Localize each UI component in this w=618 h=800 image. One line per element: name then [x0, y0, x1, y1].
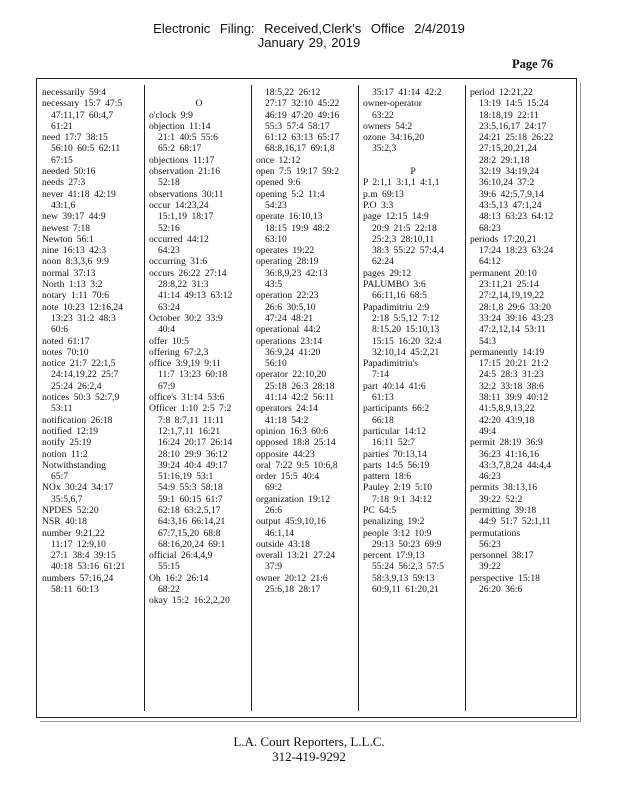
index-entry: 62:18 63:2,5,17 [158, 504, 221, 516]
index-entry: owner 20:12 21:6 [256, 572, 328, 584]
index-entry: 25:6,18 28:17 [265, 584, 321, 596]
column-divider [465, 85, 466, 711]
index-entry: objections 11:17 [149, 154, 215, 166]
index-entry: occurred 44:12 [149, 233, 209, 245]
index-entry: 28:10 29:9 36:12 [158, 448, 228, 460]
index-entry: 25:18 26:3 28:18 [265, 380, 335, 392]
index-entry: 55:3 57:4 58:17 [265, 120, 330, 132]
index-entry: 40:4 [158, 324, 176, 336]
index-entry: 33:24 39:16 43:23 [479, 312, 554, 324]
index-entry: 60:9,11 61:20,21 [372, 584, 439, 596]
index-entry: never 41:18 42:19 [42, 188, 116, 200]
index-entry: Pauley 2:19 5:10 [363, 482, 433, 494]
index-entry: 35:5,6,7 [51, 493, 83, 505]
index-entry: 21:1 40:5 55:6 [158, 132, 218, 144]
index-entry: permutations [470, 527, 521, 539]
index-entry: observations 30:11 [149, 188, 224, 200]
index-entry: 61:12 63:13 65:17 [265, 132, 340, 144]
index-entry: participants 66:2 [363, 403, 430, 415]
index-entry: permit 28:19 36:9 [470, 437, 543, 449]
index-entry: 2:18 5:5,12 7:12 [372, 312, 440, 324]
index-entry: numbers 57:16,24 [42, 572, 114, 584]
index-entry: 13:23 31:2 48:3 [51, 312, 116, 324]
index-entry: 53:11 [51, 403, 73, 415]
index-entry: occurs 26:22 27:14 [149, 267, 227, 279]
index-entry: part 40:14 41:6 [363, 380, 426, 392]
index-entry: 68:23 [479, 222, 501, 234]
index-entry [149, 87, 249, 98]
index-entry: once 12:12 [256, 154, 301, 166]
index-entry: opened 9:6 [256, 177, 301, 189]
page-number: Page 76 [512, 57, 554, 71]
index-entry: 43:5 [265, 279, 283, 291]
index-column-4 [363, 87, 463, 711]
index-entry: P.O 3:3 [363, 199, 394, 211]
index-entry: 27:15,20,21,24 [479, 143, 537, 155]
index-entry: output 45:9,10,16 [256, 516, 326, 528]
index-entry: 12:1,7,11 16:21 [158, 425, 221, 437]
index-entry: operate 16:10,13 [256, 211, 323, 223]
index-entry: nine 16:13 42:3 [42, 245, 107, 257]
index-entry: 35:17 41:14 42:2 [372, 87, 442, 98]
index-entry: 25:24 26:2,4 [51, 380, 102, 392]
index-entry: people 3:12 10:9 [363, 527, 432, 539]
index-entry: 41:14 49:13 63:12 [158, 290, 233, 302]
index-entry: needed 50:16 [42, 166, 96, 178]
index-entry: operating 28:19 [256, 256, 319, 268]
index-entry: P 2:1,1 3:1,1 4:1,1 [363, 177, 440, 189]
index-entry: 29:13 50:23 69:9 [372, 538, 442, 550]
index-entry: p.m 69:13 [363, 188, 404, 200]
index-entry: 17:15 20:21 21:2 [479, 358, 549, 370]
index-entry: operational 44:2 [256, 324, 321, 336]
index-entry: 11:17 12:9,10 [51, 538, 106, 550]
index-entry: 24:5 28:3 31:23 [479, 369, 544, 381]
index-entry: offering 67:2,3 [149, 346, 209, 358]
index-entry: 35:2,3 [372, 143, 397, 155]
index-entry: 60:6 [51, 324, 69, 336]
index-entry: 69:2 [265, 482, 283, 494]
index-entry: noted 61:17 [42, 335, 90, 347]
index-entry: organization 19:12 [256, 493, 331, 505]
footer-company: L.A. Court Reporters, L.L.C. [233, 734, 385, 749]
index-entry: operation 22:23 [256, 290, 319, 302]
index-entry: 28:2 29:1,18 [479, 154, 530, 166]
index-entry: occurring 31:6 [149, 256, 208, 268]
index-entry: 36:8,9,23 42:13 [265, 267, 328, 279]
index-column-2 [149, 87, 249, 711]
index-entry: 24:14,19,22 25:7 [51, 369, 119, 381]
index-entry: 68:22 [158, 584, 180, 596]
index-entry: 52:18 [158, 177, 180, 189]
index-entry: 18:5,22 26:12 [265, 87, 321, 98]
index-entry: permits 38:13,16 [470, 482, 538, 494]
index-entry: 66:18 [372, 414, 394, 426]
index-entry: 51:16,19 53:1 [158, 471, 214, 483]
index-entry: office 3:9,19 9:11 [149, 358, 221, 370]
index-entry: Notwithstanding [42, 459, 106, 471]
index-entry: 36:9,24 41:20 [265, 346, 321, 358]
index-entry: 47:24 48:21 [265, 312, 314, 324]
index-entry: Officer 1:10 2:5 7:2 [149, 403, 232, 415]
index-entry: 44:9 51:7 52:1,11 [479, 516, 551, 528]
index-entry: 67:7,15,20 68:8 [158, 527, 221, 539]
index-entry: 49:4 [479, 425, 497, 437]
index-entry: 55:15 [158, 561, 180, 573]
index-entry: 42:20 43:9,18 [479, 414, 535, 426]
index-entry: 26:20 36:6 [479, 584, 523, 596]
index-entry: 43:3,7,8,24 44:4,4 [479, 459, 552, 471]
index-entry: new 39:17 44:9 [42, 211, 106, 223]
index-entry: 28:1,8 29:6 33:20 [479, 301, 551, 313]
index-column-3 [256, 87, 356, 711]
index-entry: O [195, 98, 203, 110]
index-entry: 37:9 [265, 561, 283, 573]
index-entry: 43:5,13 47:1,24 [479, 199, 542, 211]
index-entry: noon 8:3,3,6 9:9 [42, 256, 109, 268]
index-entry: 52:16 [158, 222, 180, 234]
index-entry: 23:11,21 25:14 [479, 279, 539, 291]
index-entry: periods 17:20,21 [470, 233, 537, 245]
index-entry: newest 7:18 [42, 222, 91, 234]
index-entry: parties 70:13,14 [363, 448, 427, 460]
index-entry: number 9:21,22 [42, 527, 105, 539]
index-entry: operator 22:10,20 [256, 369, 327, 381]
index-entry: PALUMBO 3:6 [363, 279, 426, 291]
index-entry: observation 21:16 [149, 166, 221, 178]
index-entry: 41:5,8,9,13,22 [479, 403, 535, 415]
index-entry: notified 12:19 [42, 425, 99, 437]
index-entry: 23:5,16,17 24:17 [479, 120, 547, 132]
index-entry: 8:15,20 15:10,13 [372, 324, 440, 336]
index-entry: normal 37:13 [42, 267, 96, 279]
index-entry: 39:22 52:2 [479, 493, 523, 505]
index-entry: 64:12 [479, 256, 501, 268]
index-entry: outside 43:18 [256, 538, 310, 550]
index-entry: 63:22 [372, 109, 394, 121]
column-divider [251, 85, 252, 711]
index-entry: 38:11 39:9 40:12 [479, 392, 549, 404]
index-entry: notary 1:11 70:6 [42, 290, 110, 302]
index-entry: notes 70:10 [42, 346, 89, 358]
index-entry: perspective 15:18 [470, 572, 540, 584]
index-entry: necessarily 59:4 [42, 87, 107, 98]
index-entry: needs 27:3 [42, 177, 86, 189]
index-entry: 54:23 [265, 199, 287, 211]
index-entry: Papadimitriu's [363, 358, 419, 370]
index-entry: 68:16,20,24 69:1 [158, 538, 226, 550]
index-entry: 46:19 47:20 49:16 [265, 109, 340, 121]
index-entry: 48:13 63:23 64:12 [479, 211, 554, 223]
index-entry: 7:18 9:1 34:12 [372, 493, 432, 505]
filing-stamp [0, 22, 618, 50]
index-entry: 58:11 60:13 [51, 584, 99, 596]
index-entry: offer 10:5 [149, 335, 189, 347]
index-entry: official 26:4,4,9 [149, 550, 213, 562]
index-entry: 67:15 [51, 154, 73, 166]
index-entry: occur 14:23,24 [149, 199, 209, 211]
index-entry: PC 64:5 [363, 504, 397, 516]
index-entry: note 10:23 12:16,24 [42, 301, 124, 313]
index-entry: permanently 14:19 [470, 346, 545, 358]
column-divider [358, 85, 359, 711]
index-entry: 32:10,14 45:2,21 [372, 346, 440, 358]
index-entry: 62:24 [372, 256, 394, 268]
footer-phone: 312-419-9292 [272, 749, 346, 764]
index-entry: 7:14 [372, 369, 390, 381]
index-entry: October 30:2 33:9 [149, 312, 223, 324]
index-entry: 55:24 56:2,3 57:5 [372, 561, 444, 573]
index-entry: opposite 44:23 [256, 448, 315, 460]
index-entry: 46:1,14 [265, 527, 295, 539]
index-entry [363, 155, 463, 166]
index-entry: notion 11:2 [42, 448, 88, 460]
index-entry: notification 26:18 [42, 414, 113, 426]
index-entry: 13:19 14:5 15:24 [479, 98, 549, 110]
index-entry: 24:21 25:18 26:22 [479, 132, 554, 144]
index-entry: 38:3 55:22 57:4,4 [372, 245, 444, 257]
index-entry: owner-operator [363, 98, 422, 110]
index-entry: 46:23 [479, 471, 501, 483]
index-entry: 16:11 52:7 [372, 437, 415, 449]
index-entry: P [410, 166, 416, 178]
index-entry: oral 7:22 9:5 10:6,8 [256, 459, 338, 471]
index-entry: percent 17:9,13 [363, 550, 425, 562]
index-entry: parts 14:5 56:19 [363, 459, 430, 471]
index-entry: 39:24 40:4 49:17 [158, 459, 228, 471]
index-entry: 40:18 53:16 61:21 [51, 561, 126, 573]
index-entry: 11:7 13:23 60:18 [158, 369, 228, 381]
index-entry: 26:6 30:5,10 [265, 301, 316, 313]
index-entry: 15:15 16:20 32:4 [372, 335, 442, 347]
index-entry: 32:19 34:19,24 [479, 166, 540, 178]
index-entry: 63:24 [158, 301, 180, 313]
index-entry: 15:1,19 18:17 [158, 211, 214, 223]
index-entry: order 15:5 40:4 [256, 471, 320, 483]
index-entry: 65:2 68:17 [158, 143, 202, 155]
index-entry: 64:23 [158, 245, 180, 257]
index-entry: office's 31:14 53:6 [149, 392, 225, 404]
index-entry: 47:11,17 60:4,7 [51, 109, 114, 121]
index-entry: particular 14:12 [363, 425, 427, 437]
index-entry: owners 54:2 [363, 120, 413, 132]
index-entry: period 12:21,22 [470, 87, 533, 98]
index-entry: Newton 56:1 [42, 233, 94, 245]
index-entry: notice 21:7 22:1,5 [42, 358, 116, 370]
index-entry: permitting 39:18 [470, 504, 537, 516]
index-entry: 28:8,22 31:3 [158, 279, 209, 291]
index-entry: personnel 38:17 [470, 550, 534, 562]
index-entry: 39:22 [479, 561, 501, 573]
index-entry: notices 50:3 52:7,9 [42, 392, 120, 404]
index-entry: North 1:13 3:2 [42, 279, 103, 291]
index-entry: 61:21 [51, 120, 73, 132]
index-entry: operations 23:14 [256, 335, 323, 347]
index-entry: 20:9 21:5 22:18 [372, 222, 437, 234]
index-entry: 17:24 18:23 63:24 [479, 245, 554, 257]
index-entry: 59:1 60:15 61:7 [158, 493, 223, 505]
index-column-1 [42, 87, 142, 711]
index-entry: opinion 16:3 60:6 [256, 425, 329, 437]
index-entry: 39:6 42:5,7,9,14 [479, 188, 544, 200]
index-entry: 66:11,16 68:5 [372, 290, 427, 302]
index-entry: 61:13 [372, 392, 394, 404]
index-entry: ozone 34:16,20 [363, 132, 425, 144]
index-entry: page 12:15 14:9 [363, 211, 429, 223]
index-entry: 56:10 [265, 358, 287, 370]
index-entry: NSR 40:18 [42, 516, 87, 528]
index-entry: 41:18 54:2 [265, 414, 309, 426]
index-entry: 47:2,12,14 53:11 [479, 324, 546, 336]
index-entry: 27:17 32:10 45:22 [265, 98, 340, 110]
index-entry: okay 15:2 16:2,2,20 [149, 595, 230, 607]
index-entry: objection 11:14 [149, 120, 211, 132]
index-entry: 18:15 19:9 48:2 [265, 222, 330, 234]
index-entry: pattern 18:6 [363, 471, 412, 483]
index-entry: 58:3,9,13 59:13 [372, 572, 435, 584]
index-entry: 32:2 33:18 38:6 [479, 380, 544, 392]
index-entry: 36:23 41:16,16 [479, 448, 540, 460]
index-column-5 [470, 87, 570, 711]
stamp-line-2: January 29, 2019 [257, 35, 361, 50]
index-entry: operates 19:22 [256, 245, 315, 257]
index-entry: necessary 15:7 47:5 [42, 98, 123, 110]
index-entry: notify 25:19 [42, 437, 92, 449]
index-entry: 43:1,6 [51, 199, 76, 211]
index-entry: o'clock 9:9 [149, 109, 193, 121]
index-entry: overall 13:21 27:24 [256, 550, 336, 562]
stamp-line-1: Electronic Filing: Received,Clerk's Office 2/4/2019 [153, 21, 465, 36]
index-entry: 65:7 [51, 471, 69, 483]
index-entry: 64:3,16 66:14,21 [158, 516, 226, 528]
index-entry: 27:2,14,19,19,22 [479, 290, 545, 302]
index-entry: Papadimitriu 2:9 [363, 301, 430, 313]
index-entry: Oh 16:2 26:14 [149, 572, 209, 584]
index-entry: 41:14 42:2 56:11 [265, 392, 335, 404]
index-entry: 25:2,3 28:10,11 [372, 233, 435, 245]
index-frame [36, 78, 577, 718]
index-entry: permanent 20:10 [470, 267, 537, 279]
index-entry: 26:6 [265, 504, 283, 516]
index-entry: opposed 18:8 25:14 [256, 437, 336, 449]
index-entry: NOx 30:24 34:17 [42, 482, 114, 494]
index-entry: penalizing 19:2 [363, 516, 425, 528]
index-entry: 54:9 55:3 58:18 [158, 482, 223, 494]
index-entry: NPDES 52:20 [42, 504, 99, 516]
index-entry: 68:8,16,17 69:1,8 [265, 143, 335, 155]
index-entry: need 17:7 38:15 [42, 132, 108, 144]
column-divider [144, 85, 145, 711]
index-entry: 7:8 8:7,11 11:11 [158, 414, 225, 426]
page-footer [0, 734, 618, 764]
index-entry: 16:24 20:17 26:14 [158, 437, 233, 449]
index-entry: 18:18,19 22:11 [479, 109, 539, 121]
index-entry: 36:10,24 37:2 [479, 177, 535, 189]
index-entry: pages 29:12 [363, 267, 412, 279]
index-entry: 56:23 [479, 538, 501, 550]
index-entry: operators 24:14 [256, 403, 318, 415]
index-entry: 56:10 60:5 62:11 [51, 143, 121, 155]
index-entry: open 7:5 19:17 59:2 [256, 166, 340, 178]
index-entry: 67:9 [158, 380, 176, 392]
index-entry: 54:3 [479, 335, 497, 347]
index-entry: 27:1 38:4 39:15 [51, 550, 116, 562]
index-entry: opening 5:2 11:4 [256, 188, 325, 200]
index-entry: 63:10 [265, 233, 287, 245]
